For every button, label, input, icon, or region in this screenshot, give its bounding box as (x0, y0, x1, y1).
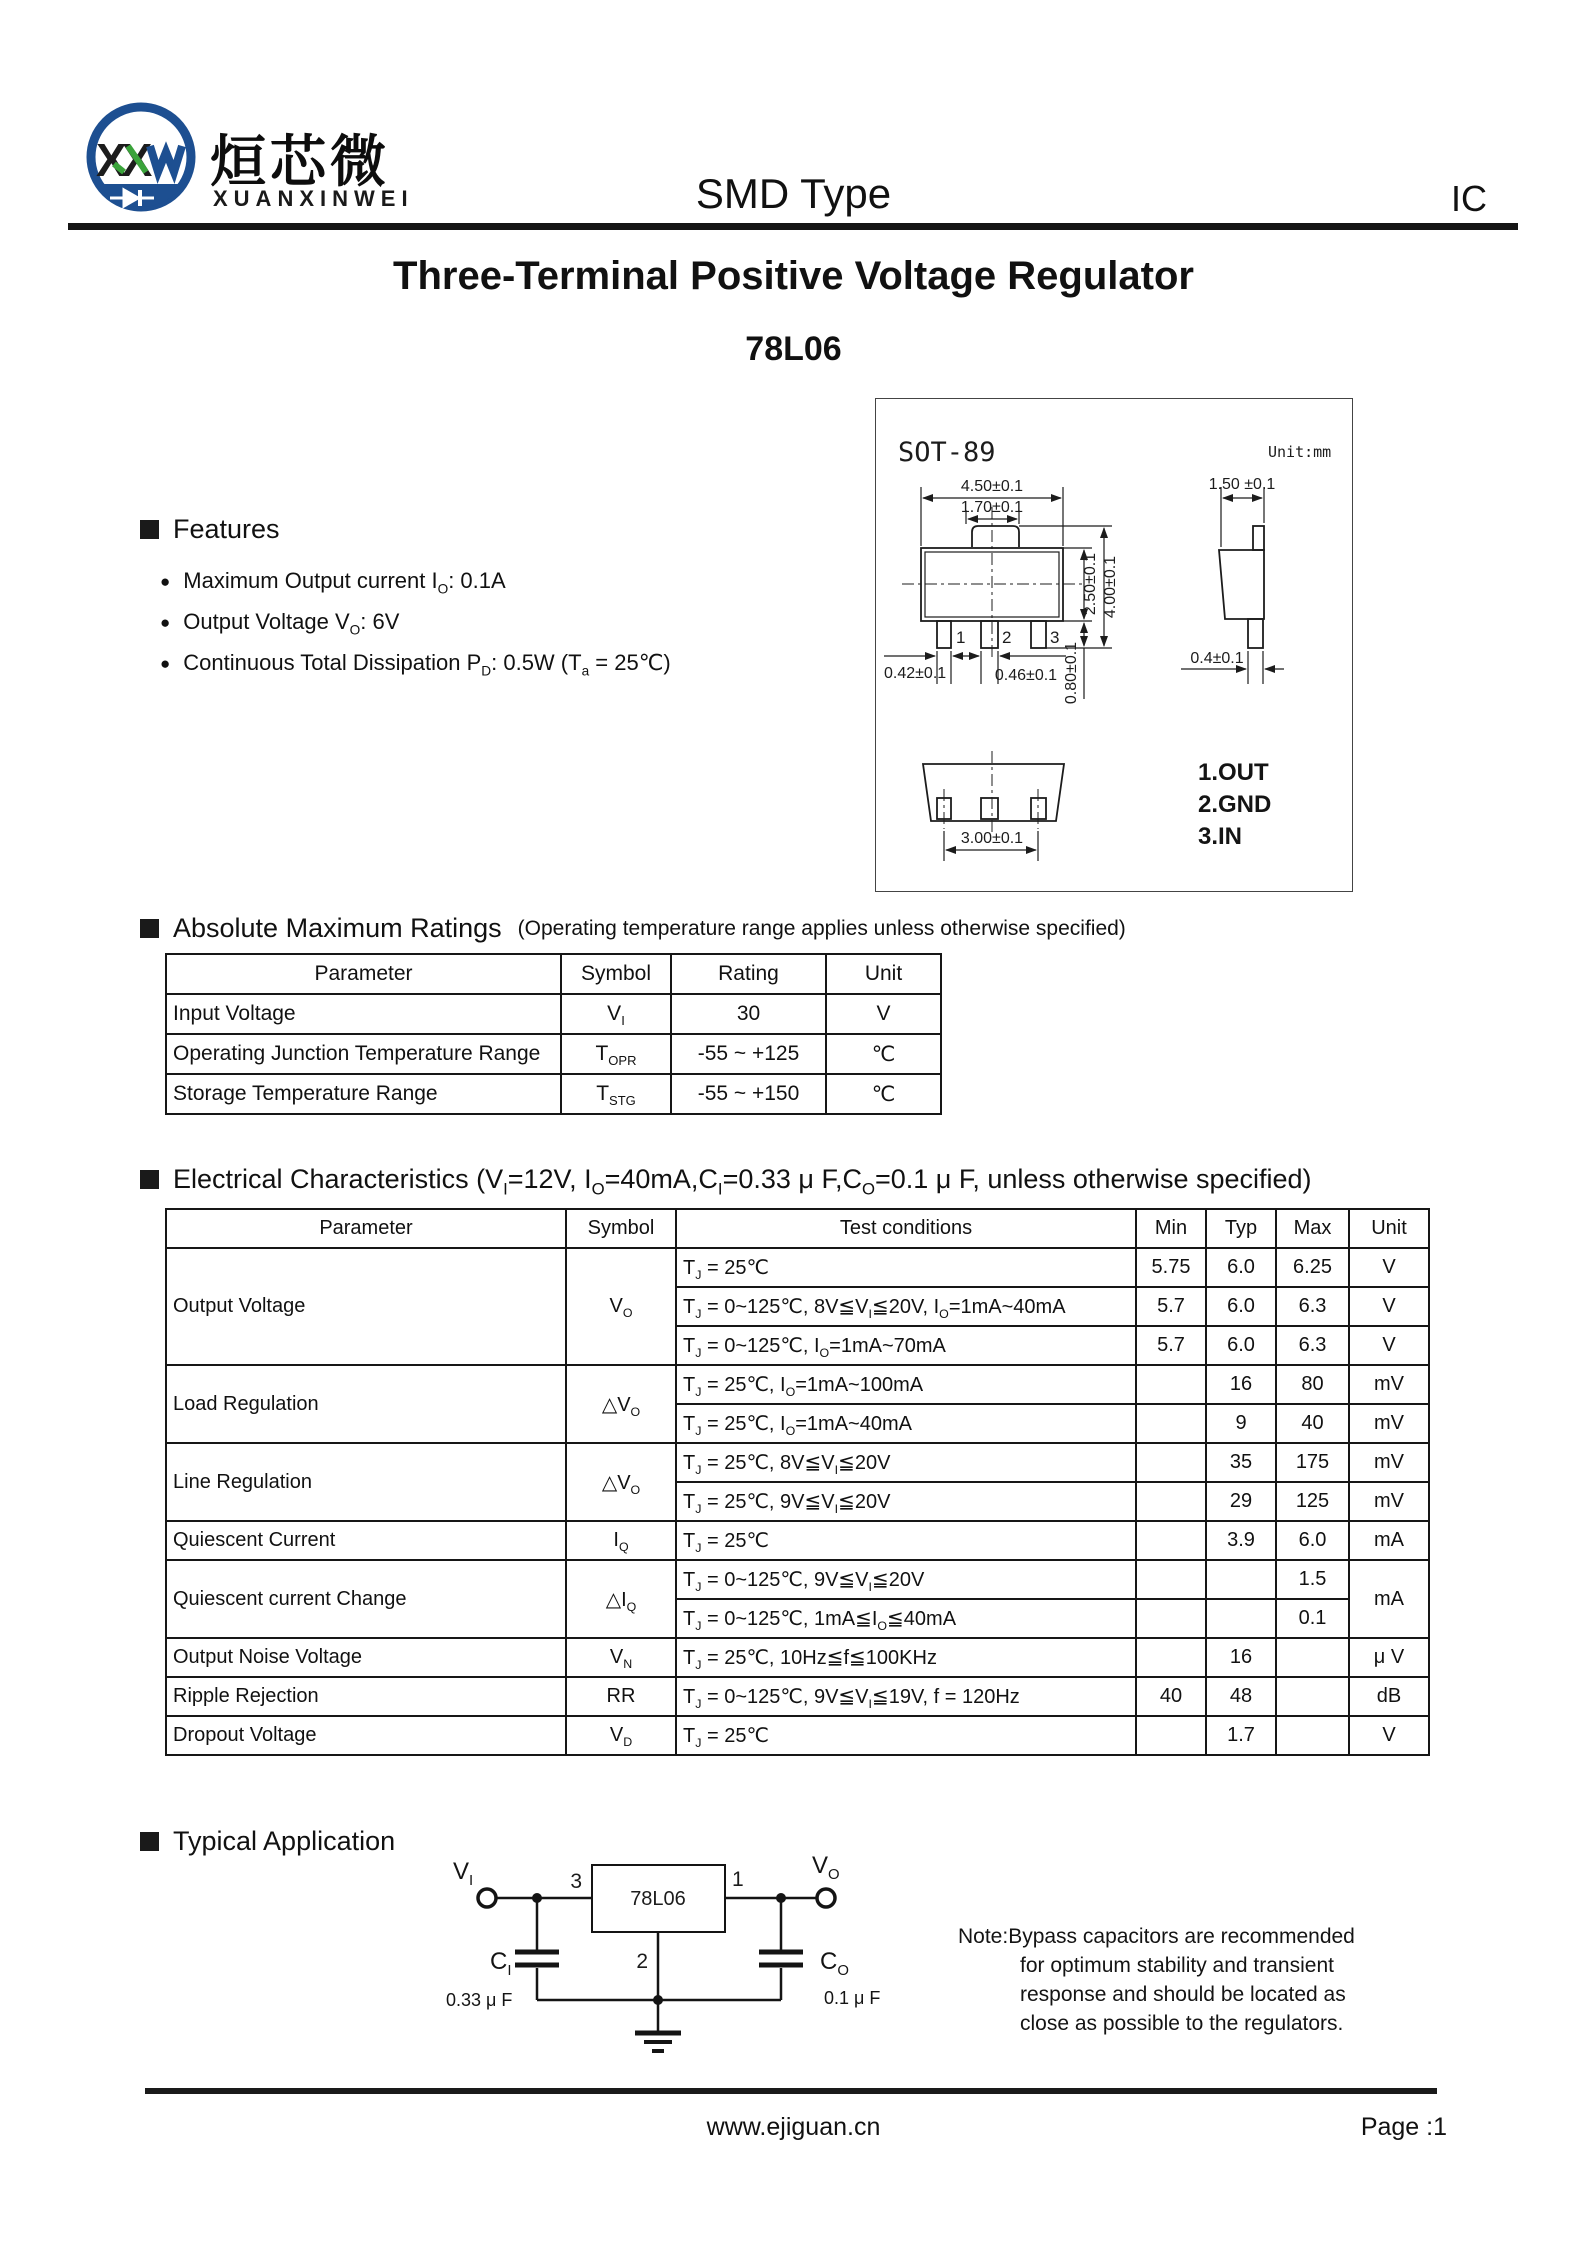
footer-page-number: Page :1 (1360, 2113, 1447, 2141)
cell-max: 80 (1276, 1365, 1349, 1404)
cell-max: 40 (1276, 1404, 1349, 1443)
column-header: Test conditions (676, 1209, 1136, 1248)
cell-rating: -55 ~ +125 (671, 1034, 826, 1074)
pin-2-label: 2.GND (1198, 791, 1272, 818)
cell-max (1276, 1677, 1349, 1716)
circuit-pin-out: 1 (732, 1868, 744, 1891)
cell-max: 175 (1276, 1443, 1349, 1482)
cell-typ: 1.7 (1206, 1716, 1276, 1755)
circuit-pin-gnd: 2 (636, 1950, 648, 1973)
table-row (166, 1443, 1429, 1482)
column-header: Symbol (561, 954, 671, 994)
abs-max-table-body (166, 994, 941, 1114)
cell-max: 6.3 (1276, 1326, 1349, 1365)
cell-parameter: Quiescent current Change (166, 1560, 566, 1638)
cell-min (1136, 1404, 1206, 1443)
bullet-icon: ● (160, 653, 171, 673)
svg-text:0.4±0.1: 0.4±0.1 (1190, 650, 1244, 667)
table-header-row (166, 954, 941, 994)
cell-symbol: $V_O$ (566, 1248, 676, 1365)
svg-text:1.50 ±0.1: 1.50 ±0.1 (1208, 476, 1276, 493)
svg-text:2.50±0.1: 2.50±0.1 (1082, 552, 1099, 616)
cell-test-conditions: $T_J$ = 25℃ (676, 1716, 1136, 1755)
svg-text:4.00±0.1: 4.00±0.1 (1102, 555, 1119, 619)
package-diagram (875, 398, 1353, 892)
cell-max: 125 (1276, 1482, 1349, 1521)
electrical-heading: Electrical Characteristics ($V_I=12V$, $I_O=40mA,C_I=0.33$ μ $F,C_O=0.1$ μ F, unless otherwise specified) (140, 1164, 1312, 1195)
output-voltage-label: $V_O$ (812, 1852, 840, 1883)
note-line: for optimum stability and transient (1020, 1954, 1334, 1977)
cell-unit: V (1349, 1287, 1429, 1326)
cell-parameter: Output Voltage (166, 1248, 566, 1365)
cell-symbol: $\triangle V_O$ (566, 1365, 676, 1443)
cap-in-label: $C_I$ (490, 1948, 512, 1979)
footer-website: www.ejiguan.cn (706, 2113, 881, 2141)
cell-parameter: Quiescent Current (166, 1521, 566, 1560)
cell-unit: μ V (1349, 1638, 1429, 1677)
cell-test-conditions: $T_J$ = 0~125℃, $8V≦V_I≦20V$, $I_O=1mA\sim 40mA$ (676, 1287, 1136, 1326)
cell-typ: 6.0 (1206, 1248, 1276, 1287)
cap-out-value: 0.1 μ F (824, 1988, 881, 2008)
cell-parameter: Operating Junction Temperature Range (166, 1034, 561, 1074)
svg-text:1: 1 (956, 628, 966, 647)
bullet-icon: ● (160, 612, 171, 632)
cap-out-label: $C_O$ (820, 1948, 849, 1979)
cell-symbol: $\triangle V_O$ (566, 1443, 676, 1521)
svg-text:3.00±0.1: 3.00±0.1 (960, 830, 1024, 847)
cell-rating: -55 ~ +150 (671, 1074, 826, 1114)
cell-max: 6.25 (1276, 1248, 1349, 1287)
cell-unit: mA (1349, 1560, 1429, 1638)
cell-symbol: $V_N$ (566, 1638, 676, 1677)
electrical-table-head (166, 1209, 1429, 1248)
cell-symbol: $V_D$ (566, 1716, 676, 1755)
bullet-icon: ● (160, 571, 171, 591)
cell-unit: ℃ (826, 1034, 941, 1074)
note-line: Note:Bypass capacitors are recommended (958, 1925, 1355, 1948)
cell-min: 5.7 (1136, 1287, 1206, 1326)
cell-typ: 3.9 (1206, 1521, 1276, 1560)
cell-min (1136, 1638, 1206, 1677)
svg-text:XX: XX (96, 134, 148, 186)
cell-test-conditions: $T_J$ = 25℃, $9V≦V_I≦20V$ (676, 1482, 1136, 1521)
feature-item: ● Output Voltage $V_O$: 6V (160, 609, 400, 638)
package-drawing (876, 399, 1352, 891)
footer-rule (145, 2088, 1437, 2094)
cell-parameter: Ripple Rejection (166, 1677, 566, 1716)
cell-min (1136, 1716, 1206, 1755)
cell-max (1276, 1638, 1349, 1677)
input-voltage-label: $V_I$ (453, 1858, 474, 1889)
table-row (166, 1677, 1429, 1716)
cell-unit: dB (1349, 1677, 1429, 1716)
ground-icon (635, 2033, 681, 2051)
cell-test-conditions: $T_J$ = 25℃, 10Hz≦f≦100KHz (676, 1638, 1136, 1677)
svg-text:3: 3 (1050, 628, 1060, 647)
cell-symbol: $T_{OPR}$ (561, 1034, 671, 1074)
cell-unit: mA (1349, 1521, 1429, 1560)
section-marker-icon (140, 520, 159, 539)
cell-unit: mV (1349, 1365, 1429, 1404)
package-name: SOT-89 (898, 437, 996, 468)
table-row (166, 1716, 1429, 1755)
cell-unit: V (1349, 1326, 1429, 1365)
cell-max (1276, 1716, 1349, 1755)
cell-typ: 6.0 (1206, 1326, 1276, 1365)
cell-typ: 16 (1206, 1365, 1276, 1404)
abs-max-heading-note: (Operating temperature range applies unless otherwise specified) (517, 916, 1126, 940)
cell-rating: 30 (671, 994, 826, 1034)
table-row (166, 1248, 1429, 1287)
brand-name-cn: 烜芯微 (210, 130, 390, 193)
cell-unit: mV (1349, 1482, 1429, 1521)
note-line: response and should be located as (1020, 1983, 1346, 2006)
svg-text:1.70±0.1: 1.70±0.1 (960, 499, 1024, 516)
cell-unit: mV (1349, 1404, 1429, 1443)
cell-typ: 16 (1206, 1638, 1276, 1677)
cell-test-conditions: $T_J$ = 25℃ (676, 1521, 1136, 1560)
column-header: Typ (1206, 1209, 1276, 1248)
circuit-pin-in: 3 (570, 1870, 582, 1893)
table-row (166, 1365, 1429, 1404)
cell-test-conditions: $T_J$ = 0~125℃, $9V≦V_I≦19V$, f = 120Hz (676, 1677, 1136, 1716)
column-header: Rating (671, 954, 826, 994)
cell-min (1136, 1482, 1206, 1521)
typical-application-heading: Typical Application (140, 1826, 395, 1857)
doc-type: SMD Type (695, 170, 892, 217)
column-header: Parameter (166, 1209, 566, 1248)
table-row (166, 1560, 1429, 1599)
features-heading: Features (140, 514, 280, 545)
cell-max: 6.3 (1276, 1287, 1349, 1326)
cell-symbol: $I_Q$ (566, 1521, 676, 1560)
electrical-table-body (166, 1248, 1429, 1755)
svg-text:0.80±0.1: 0.80±0.1 (1063, 641, 1080, 705)
cell-test-conditions: $T_J$ = 0~125℃, $I_O=1mA\sim 70mA$ (676, 1326, 1136, 1365)
cell-parameter: Load Regulation (166, 1365, 566, 1443)
cell-parameter: Output Noise Voltage (166, 1638, 566, 1677)
column-header: Parameter (166, 954, 561, 994)
cell-min: 5.7 (1136, 1326, 1206, 1365)
column-header: Symbol (566, 1209, 676, 1248)
column-header: Unit (1349, 1209, 1429, 1248)
cell-symbol: $\triangle I_Q$ (566, 1560, 676, 1638)
cell-test-conditions: $T_J$ = 0~125℃, $1mA≦I_O≦40mA$ (676, 1599, 1136, 1638)
cell-test-conditions: $T_J$ = 25℃, $I_O=1mA\sim 40mA$ (676, 1404, 1136, 1443)
section-marker-icon (140, 1832, 159, 1851)
cell-min (1136, 1443, 1206, 1482)
application-note (958, 1922, 1355, 2038)
abs-max-heading: Absolute Maximum Ratings (Operating temperature range applies unless otherwise specified) (140, 913, 1126, 944)
svg-text:2: 2 (1002, 628, 1012, 647)
cell-unit: V (1349, 1248, 1429, 1287)
cell-parameter: Input Voltage (166, 994, 561, 1034)
cell-min: 40 (1136, 1677, 1206, 1716)
svg-text:0.46±0.1: 0.46±0.1 (994, 667, 1058, 684)
table-header-row (166, 1209, 1429, 1248)
svg-text:0.42±0.1: 0.42±0.1 (884, 665, 947, 682)
table-row (166, 1034, 941, 1074)
cell-min (1136, 1521, 1206, 1560)
cell-min (1136, 1599, 1206, 1638)
part-number: 78L06 (745, 330, 842, 368)
cell-unit: ℃ (826, 1074, 941, 1114)
cell-parameter: Storage Temperature Range (166, 1074, 561, 1114)
circuit-ic-label: 78L06 (630, 1888, 686, 1910)
column-header: Unit (826, 954, 941, 994)
cell-symbol: RR (566, 1677, 676, 1716)
cell-max: 0.1 (1276, 1599, 1349, 1638)
abs-max-table (165, 953, 942, 1115)
cell-parameter: Line Regulation (166, 1443, 566, 1521)
cell-test-conditions: $T_J$ = 25℃ (676, 1248, 1136, 1287)
cell-min (1136, 1560, 1206, 1599)
cell-max: 1.5 (1276, 1560, 1349, 1599)
note-line: close as possible to the regulators. (1020, 2012, 1344, 2035)
cell-test-conditions: $T_J$ = 25℃, $8V≦V_I≦20V$ (676, 1443, 1136, 1482)
cell-symbol: $T_{STG}$ (561, 1074, 671, 1114)
cell-test-conditions: $T_J$ = 25℃, $I_O=1mA\sim 100mA$ (676, 1365, 1136, 1404)
column-header: Min (1136, 1209, 1206, 1248)
table-row (166, 1521, 1429, 1560)
cell-unit: mV (1349, 1443, 1429, 1482)
cell-typ: 9 (1206, 1404, 1276, 1443)
cell-typ: 48 (1206, 1677, 1276, 1716)
cell-min: 5.75 (1136, 1248, 1206, 1287)
pin-1-label: 1.OUT (1198, 759, 1269, 786)
table-row (166, 994, 941, 1034)
cell-symbol: $V_I$ (561, 994, 671, 1034)
cell-typ: 6.0 (1206, 1287, 1276, 1326)
electrical-table (165, 1208, 1430, 1756)
unit-label: Unit:mm (1268, 443, 1332, 461)
column-header: Max (1276, 1209, 1349, 1248)
cell-unit: V (1349, 1716, 1429, 1755)
cell-max: 6.0 (1276, 1521, 1349, 1560)
cell-min (1136, 1365, 1206, 1404)
cell-typ: 35 (1206, 1443, 1276, 1482)
abs-max-table-head (166, 954, 941, 994)
cell-typ (1206, 1599, 1276, 1638)
page-title: Three-Terminal Positive Voltage Regulator (393, 254, 1194, 298)
section-marker-icon (140, 1170, 159, 1189)
cell-test-conditions: $T_J$ = 0~125℃, $9V≦V_I≦20V$ (676, 1560, 1136, 1599)
cell-typ: 29 (1206, 1482, 1276, 1521)
section-marker-icon (140, 919, 159, 938)
feature-item: ● Maximum Output current $I_O$: 0.1A (160, 568, 506, 597)
pin-3-label: 3.IN (1198, 823, 1243, 850)
cap-in-value: 0.33 μ F (446, 1990, 513, 2010)
cell-parameter: Dropout Voltage (166, 1716, 566, 1755)
svg-text:4.50±0.1: 4.50±0.1 (960, 478, 1024, 495)
feature-item: ● Continuous Total Dissipation $P_D$: 0.5W ($T_a$ = 25℃) (160, 650, 671, 679)
cell-unit: V (826, 994, 941, 1034)
header-rule (68, 223, 1518, 230)
table-row (166, 1074, 941, 1114)
brand-name-en: XUANXINWEI (213, 186, 414, 211)
cell-typ (1206, 1560, 1276, 1599)
category-label: IC (1451, 178, 1487, 219)
table-row (166, 1638, 1429, 1677)
